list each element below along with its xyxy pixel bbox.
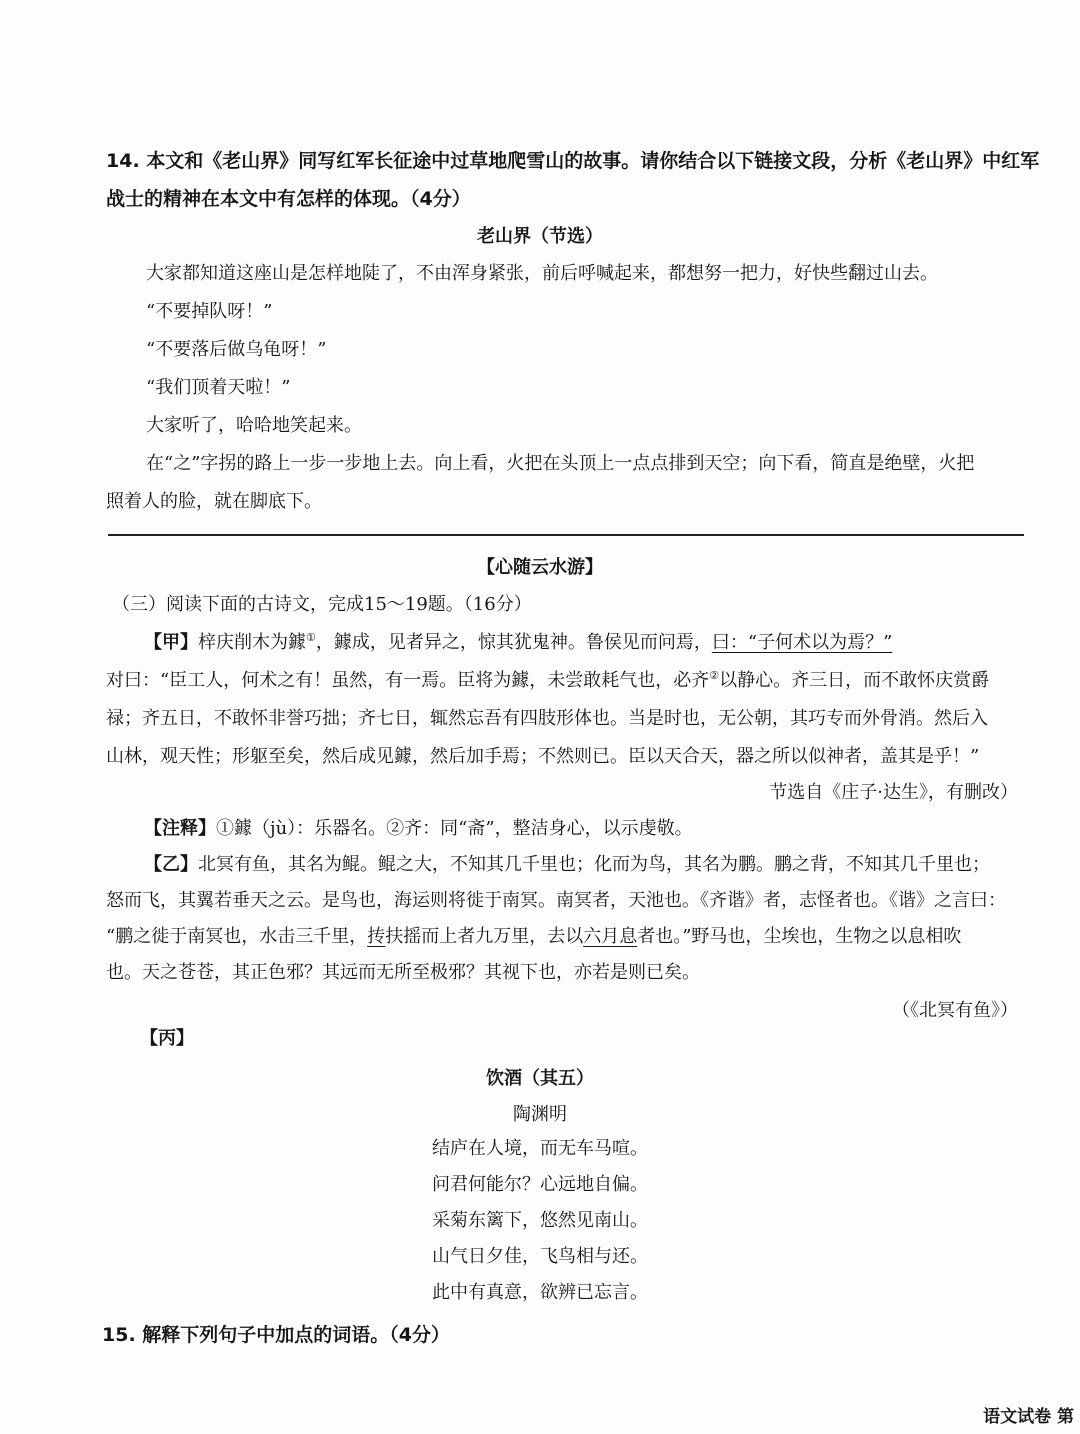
jia-line-4: 山林，观天性；形躯至矣，然后成见鐻，然后加手焉；不然则已。臣以天合天，器之所以似神者，盖其是乎！” xyxy=(106,746,980,767)
question-14-line-1: 14. 本文和《老山界》同写红军长征途中过草地爬雪山的故事。请你结合以下链接文段，分析《老山界》中红军 xyxy=(106,150,1040,172)
laoshanjie-paragraph: 在“之”字拐的路上一步一步地上去。向上看，火把在头顶上一点点排到天空；向下看，简直是绝壁，火把 xyxy=(146,453,975,474)
notes-text: ①鐻（jù）：乐器名。②齐：同“斋”，整洁身心，以示虔敬。 xyxy=(216,818,693,839)
jia-line-2 xyxy=(106,666,989,692)
poem-title: 饮酒（其五） xyxy=(486,1068,594,1089)
jia-source: 节选自《庄子·达生》，有删改） xyxy=(769,782,1018,803)
laoshanjie-paragraph: “不要落后做乌龟呀！” xyxy=(146,339,327,360)
yi-source: （《北冥有鱼》） xyxy=(892,1000,1018,1021)
poem-line: 结庐在人境，而无车马喧。 xyxy=(432,1138,648,1159)
laoshanjie-title: 老山界（节选） xyxy=(477,226,603,247)
poem-line: 问君何能尔？心远地自偏。 xyxy=(432,1174,648,1195)
yi-text: 北冥有鱼，其名为鲲。鲲之大，不知其几千里也；化而为鸟，其名为鹏。鹏之背，不知其几千里也； xyxy=(198,854,990,875)
notes-line xyxy=(144,814,693,840)
jia-line-3: 禄；齐五日，不敢怀非誉巧拙；齐七日，辄然忘吾有四肢形体也。当是时也，无公朝，其巧专而外骨消。然后入 xyxy=(106,708,988,729)
question-14-line-2: 战士的精神在本文中有怎样的体现。（4分） xyxy=(106,188,471,210)
laoshanjie-paragraph: 大家听了，哈哈地笑起来。 xyxy=(146,415,362,436)
laoshanjie-paragraph: 照着人的脸，就在脚底下。 xyxy=(106,491,322,512)
jia-text: 对曰：“臣工人，何术之有！虽然，有一焉。臣将为鐻，未尝敢耗气也，必齐 xyxy=(106,670,710,691)
yi-text: 扶摇而上者九万里，去以 xyxy=(385,926,584,947)
jia-label: 【甲】 xyxy=(144,632,198,653)
jia-text: 梓庆削木为鐻 xyxy=(198,632,306,653)
poem-line: 山气日夕佳，飞鸟相与还。 xyxy=(432,1246,648,1267)
yi-text: 者也。”野马也，尘埃也，生物之以息相吹 xyxy=(637,926,962,947)
question-15: 15. 解释下列句子中加点的词语。（4分） xyxy=(102,1324,450,1346)
jia-underlined-text: 曰：“子何术以为焉？” xyxy=(711,632,893,653)
footer-page-label: 语文试卷 第 xyxy=(983,1407,1074,1427)
poem-line: 此中有真意，欲辨已忘言。 xyxy=(432,1282,648,1303)
notes-label: 【注释】 xyxy=(144,818,216,839)
yi-line-4: 也。天之苍苍，其正色邪？其远而无所至极邪？其视下也，亦若是则已矣。 xyxy=(106,962,700,983)
yi-underlined-word: 六月息 xyxy=(583,926,638,947)
jia-text: 以静心。齐三日，而不敢怀庆赏爵 xyxy=(719,670,990,691)
note-marker-2: ② xyxy=(709,669,720,682)
yi-text: “鹏之徙于南冥也，水击三千里， xyxy=(106,926,368,947)
laoshanjie-paragraph: “不要掉队呀！” xyxy=(146,301,273,322)
jia-line-1 xyxy=(144,628,892,654)
jia-text: ，鐻成，见者异之，惊其犹鬼神。鲁侯见而问焉， xyxy=(315,632,712,653)
yi-line-1 xyxy=(144,850,990,876)
bing-label: 【丙】 xyxy=(140,1028,194,1049)
yi-label: 【乙】 xyxy=(144,854,198,875)
poem-author: 陶渊明 xyxy=(513,1104,567,1125)
laoshanjie-paragraph: “我们顶着天啦！” xyxy=(146,377,291,398)
yi-line-2: 怒而飞，其翼若垂天之云。是鸟也，海运则将徙于南冥。南冥者，天池也。《齐谐》者，志怪者也。《谐》之言曰： xyxy=(106,890,1006,911)
yi-underlined-word: 抟 xyxy=(367,926,386,947)
section-intro: （三）阅读下面的古诗文，完成15～19题。（16分） xyxy=(112,594,532,615)
laoshanjie-paragraph: 大家都知道这座山是怎样地陡了，不由浑身紧张，前后呼喊起来，都想努一把力，好快些翻过山去。 xyxy=(146,263,938,284)
poem-line: 采菊东篱下，悠然见南山。 xyxy=(432,1210,648,1231)
section-divider xyxy=(108,534,1024,536)
note-marker-1: ① xyxy=(306,631,316,644)
section-header: 【心随云水游】 xyxy=(477,557,603,578)
yi-line-3 xyxy=(106,922,961,948)
